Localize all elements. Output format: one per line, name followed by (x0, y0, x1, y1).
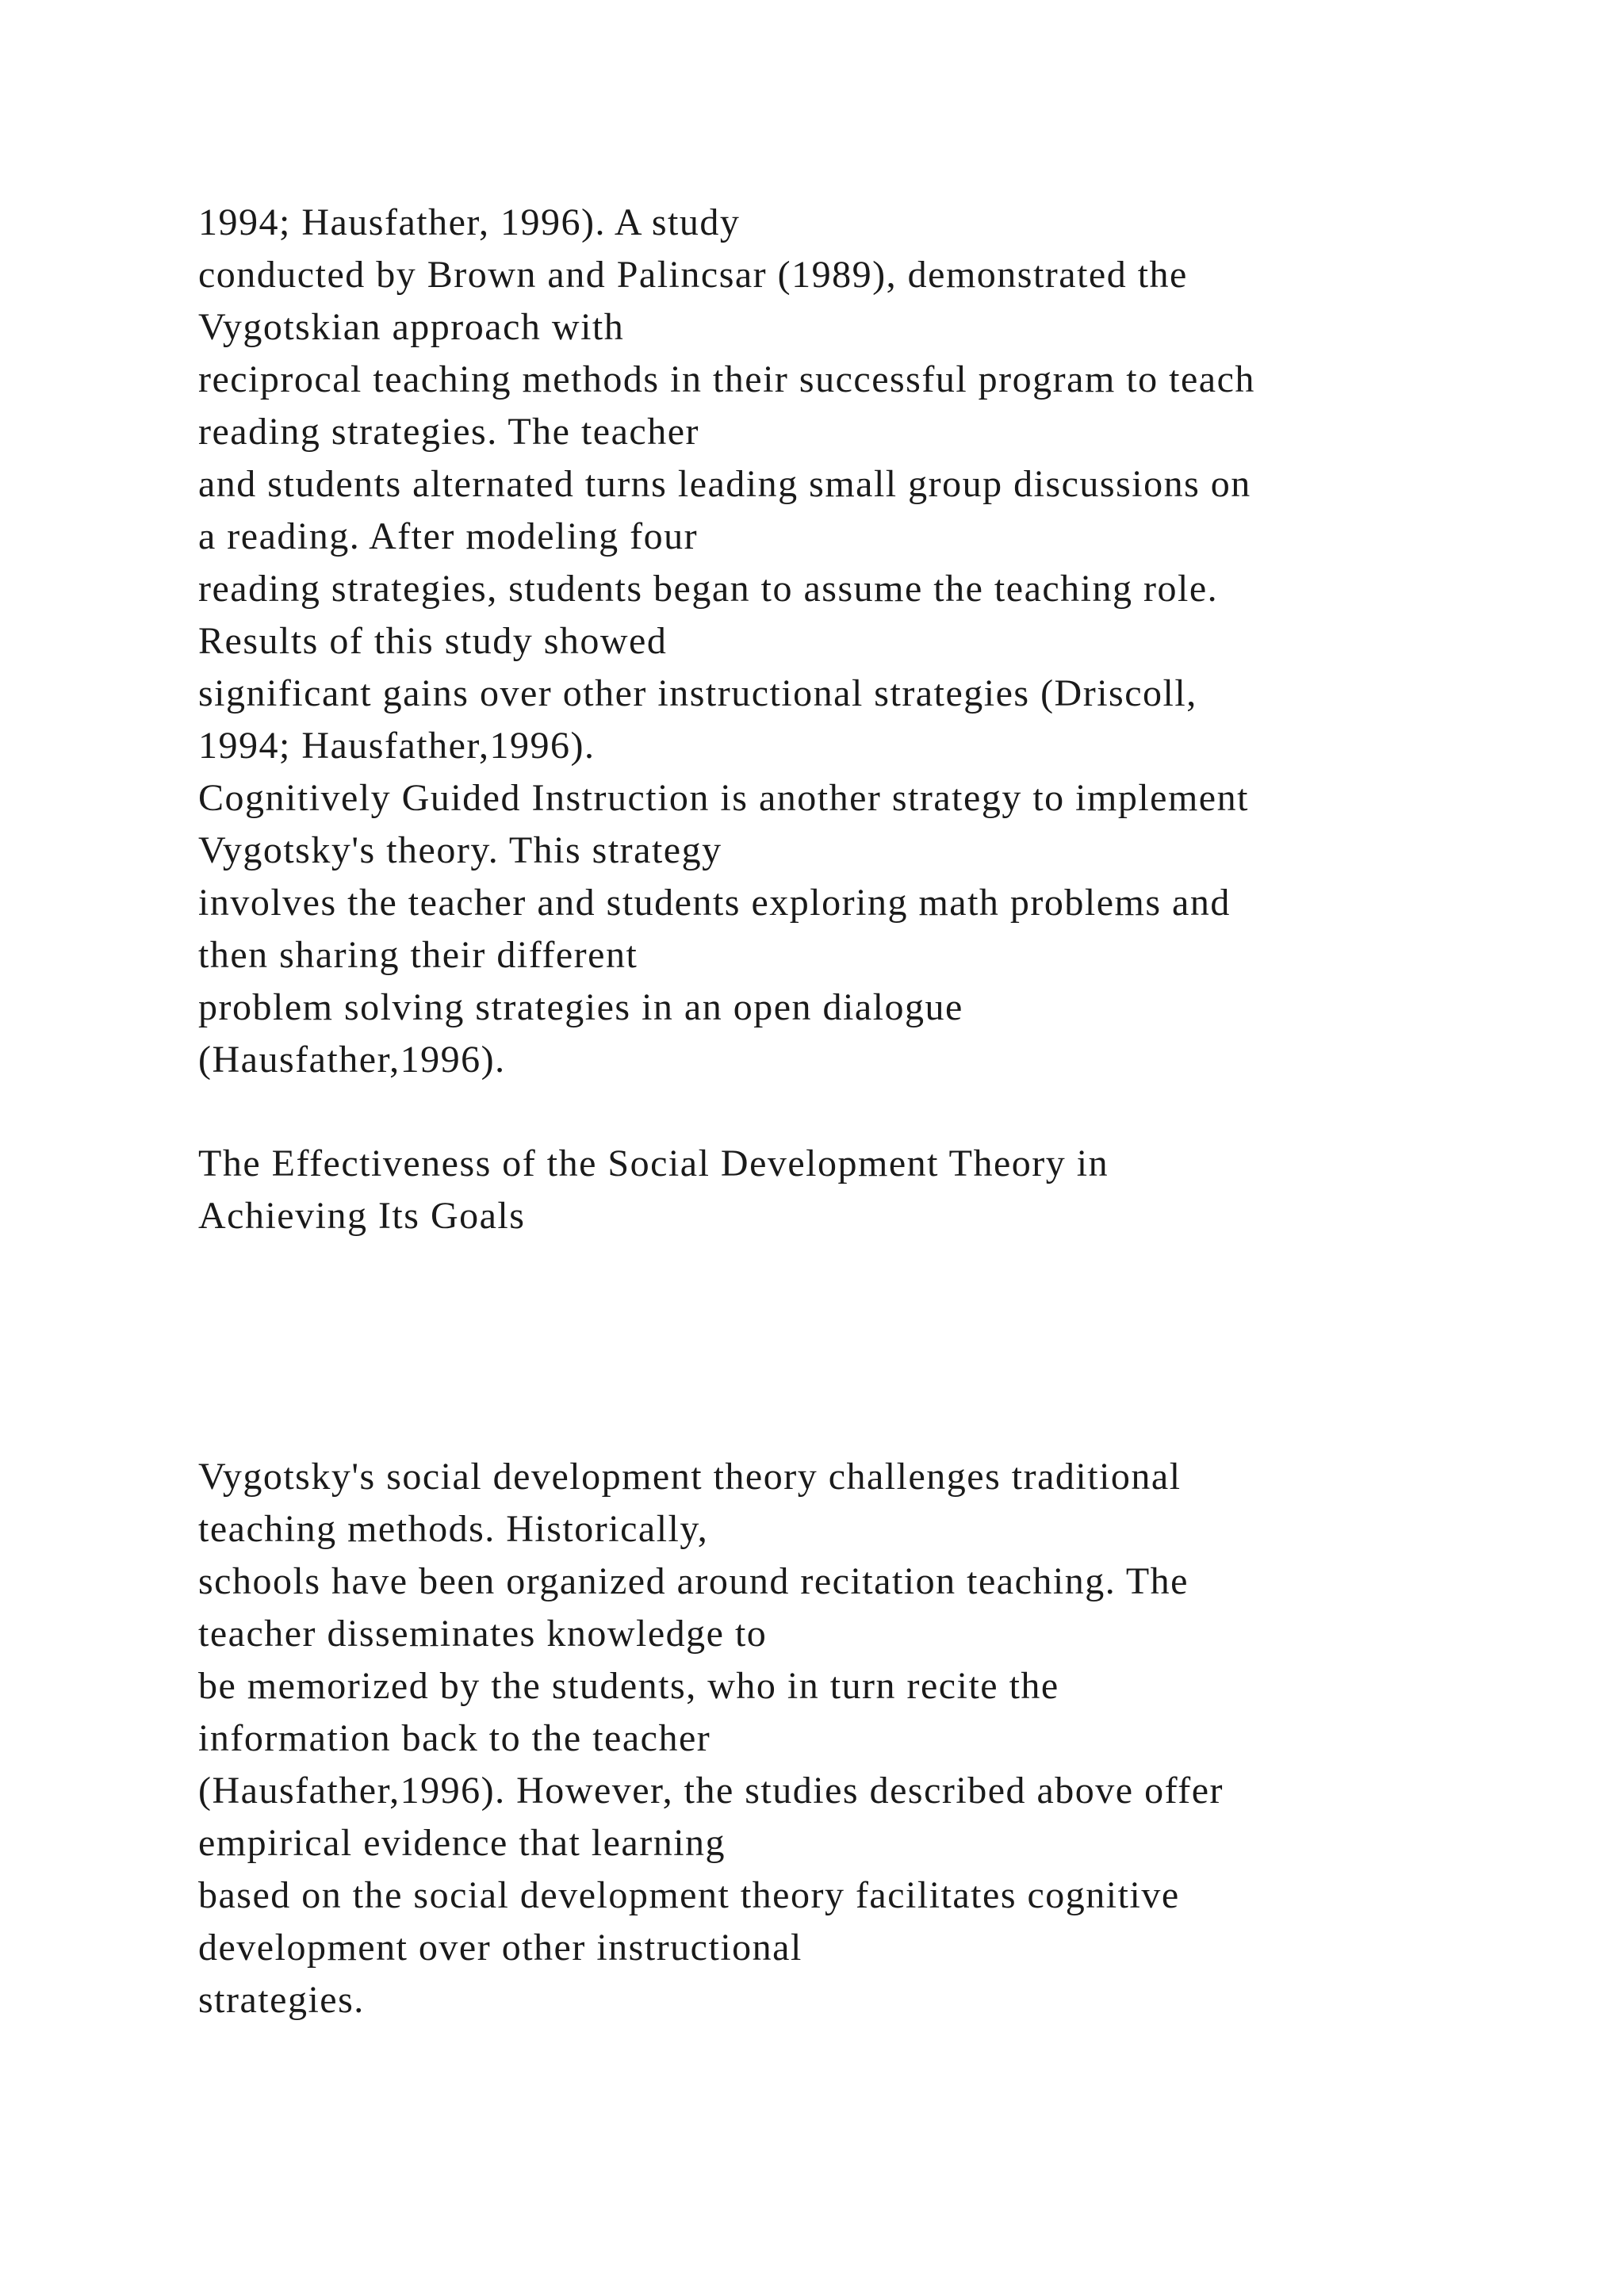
text-line: 1994; Hausfather, 1996). A study (198, 201, 741, 243)
heading-line: The Effectiveness of the Social Development Theory in (198, 1142, 1109, 1184)
text-line: 1994; Hausfather,1996). (198, 725, 596, 767)
text-line: (Hausfather,1996). However, the studies described above offer (198, 1770, 1224, 1812)
text-line: strategies. (198, 1979, 365, 2021)
text-line: empirical evidence that learning (198, 1822, 726, 1864)
text-line: Results of this study showed (198, 620, 668, 662)
text-line: teacher disseminates knowledge to (198, 1613, 768, 1655)
text-line: be memorized by the students, who in turn recite the (198, 1665, 1059, 1707)
text-line: reading strategies, students began to assume the teaching role. (198, 568, 1219, 610)
text-line: Cognitively Guided Instruction is another strategy to implement (198, 777, 1249, 819)
text-line: then sharing their different (198, 934, 638, 976)
text-line: based on the social development theory facilitates cognitive (198, 1874, 1180, 1916)
text-line: information back to the teacher (198, 1717, 711, 1759)
text-line: and students alternated turns leading small group discussions on (198, 463, 1251, 505)
text-line: development over other instructional (198, 1927, 802, 1969)
text-line: problem solving strategies in an open dialogue (198, 986, 963, 1028)
text-line: conducted by Brown and Palincsar (1989), demonstrated the (198, 254, 1188, 296)
heading-line: Achieving Its Goals (198, 1195, 526, 1237)
body-paragraph-2 (198, 1451, 1594, 2026)
text-line: Vygotsky's theory. This strategy (198, 829, 722, 871)
body-paragraph-1 (198, 197, 1594, 1086)
text-line: reading strategies. The teacher (198, 411, 699, 453)
text-line: significant gains over other instructional strategies (Driscoll, (198, 672, 1197, 714)
text-line: involves the teacher and students exploring math problems and (198, 882, 1231, 924)
text-line: Vygotsky's social development theory challenges traditional (198, 1456, 1182, 1498)
section-heading (198, 1138, 1594, 1242)
text-line: Vygotskian approach with (198, 306, 625, 348)
text-line: schools have been organized around recitation teaching. The (198, 1560, 1189, 1602)
text-line: teaching methods. Historically, (198, 1508, 709, 1550)
text-line: a reading. After modeling four (198, 515, 699, 557)
text-line: (Hausfather,1996). (198, 1039, 506, 1081)
text-line: reciprocal teaching methods in their successful program to teach (198, 358, 1255, 400)
